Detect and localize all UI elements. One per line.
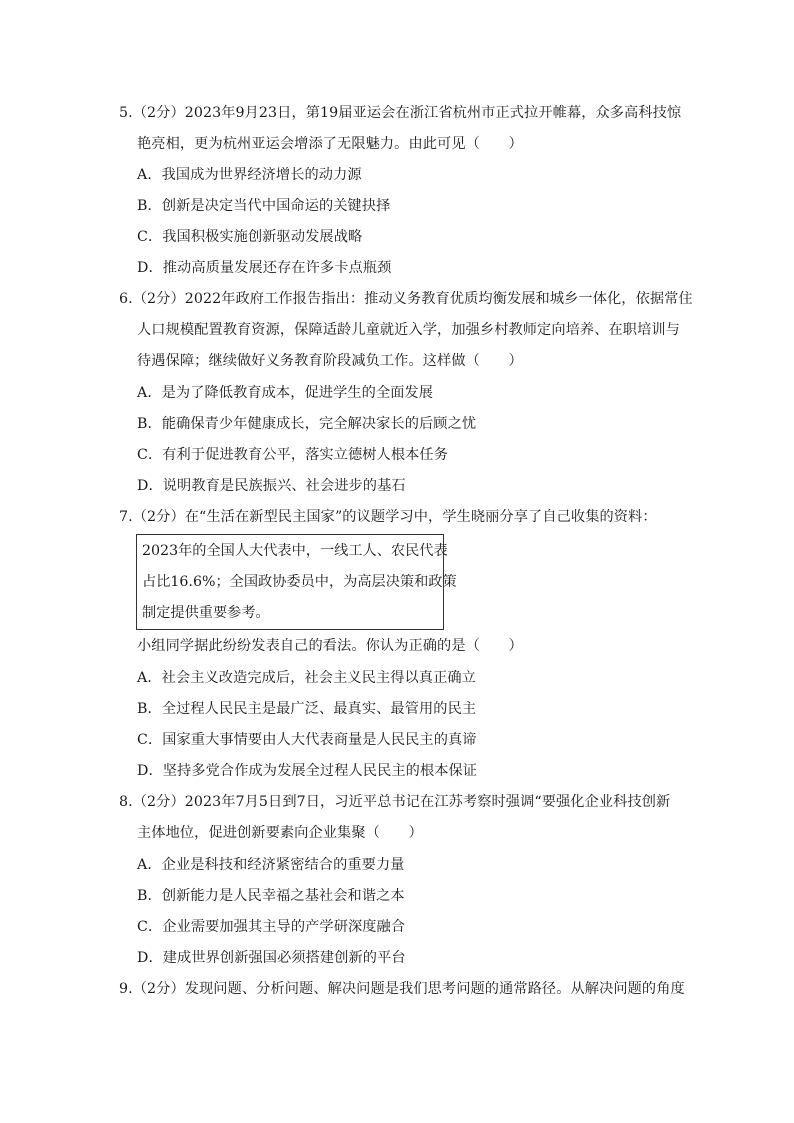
question-9-stem-line-1: 9.（2分）发现问题、分析问题、解决问题是我们思考问题的通常路径。从解决问题的角度 bbox=[119, 981, 685, 997]
question-8-option-d: D．建成世界创新强国必须搭建创新的平台 bbox=[137, 950, 406, 966]
question-7-option-d: D．坚持多党合作成为发展全过程人民民主的根本保证 bbox=[137, 763, 478, 779]
question-7-material-box bbox=[136, 534, 457, 630]
question-6-option-a: A．是为了降低教育成本，促进学生的全面发展 bbox=[137, 385, 434, 401]
question-6-stem-line-1: 6.（2分）2022年政府工作报告指出：推动义务教育优质均衡发展和城乡一体化，依据常住 bbox=[119, 291, 693, 307]
question-5-option-b: B．创新是决定当代中国命运的关键抉择 bbox=[137, 198, 391, 214]
question-8-option-b: B．创新能力是人民幸福之基社会和谐之本 bbox=[137, 888, 405, 904]
material-line-3: 制定提供重要参考。 bbox=[142, 605, 270, 621]
question-6-stem-line-3: 待遇保障；继续做好义务教育阶段减负工作。这样做（ ） bbox=[137, 353, 523, 369]
question-7-option-c: C．国家重大事情要由人大代表商量是人民民主的真谛 bbox=[137, 732, 477, 748]
material-line-2: 占比16.6%；全国政协委员中，为高层决策和政策 bbox=[142, 574, 457, 590]
question-8-option-c: C．企业需要加强其主导的产学研深度融合 bbox=[137, 919, 406, 935]
question-6-option-d: D．说明教育是民族振兴、社会进步的基石 bbox=[137, 478, 406, 494]
question-7-option-b: B．全过程人民民主是最广泛、最真实、最管用的民主 bbox=[137, 701, 477, 717]
question-8-stem-line-2: 主体地位，促进创新要素向企业集聚（ ） bbox=[137, 825, 423, 841]
material-line-1: 2023年的全国人大代表中，一线工人、农民代表 bbox=[142, 543, 448, 559]
question-8-stem-line-1: 8.（2分）2023年7月5日到7日，习近平总书记在江苏考察时强调“要强化企业科技创新 bbox=[119, 794, 671, 810]
question-8-option-a: A．企业是科技和经济紧密结合的重要力量 bbox=[137, 857, 405, 873]
question-5-stem-line-1: 5.（2分）2023年9月23日，第19届亚运会在浙江省杭州市正式拉开帷幕，众多高科技惊 bbox=[119, 105, 682, 121]
question-5-option-d: D．推动高质量发展还存在许多卡点瓶颈 bbox=[137, 260, 392, 276]
question-7-stem-line-2: 小组同学据此纷纷发表自己的看法。你认为正确的是（ ） bbox=[137, 638, 523, 654]
question-7-stem-line-1: 7.（2分）在“生活在新型民主国家”的议题学习中，学生晓丽分享了自己收集的资料： bbox=[119, 509, 657, 525]
question-6-stem-line-2: 人口规模配置教育资源，保障适龄儿童就近入学，加强乡村教师定向培养、在职培训与 bbox=[137, 322, 680, 338]
question-5-option-c: C．我国积极实施创新驱动发展战略 bbox=[137, 229, 363, 245]
question-6-option-b: B．能确保青少年健康成长，完全解决家长的后顾之忧 bbox=[137, 416, 477, 432]
question-6-option-c: C．有利于促进教育公平，落实立德树人根本任务 bbox=[137, 447, 448, 463]
question-5-option-a: A．我国成为世界经济增长的动力源 bbox=[137, 167, 362, 183]
question-5-stem-line-2: 艳亮相，更为杭州亚运会增添了无限魅力。由此可见（ ） bbox=[137, 136, 523, 152]
question-7-option-a: A．社会主义改造完成后，社会主义民主得以真正确立 bbox=[137, 670, 476, 686]
